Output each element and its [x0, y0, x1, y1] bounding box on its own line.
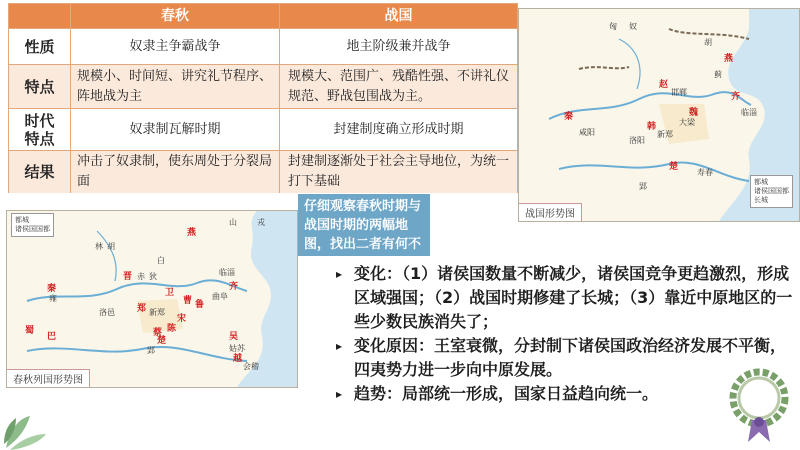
state-label: 楚	[669, 162, 679, 172]
state-label: 卫	[165, 288, 175, 298]
header-spring-autumn: 春秋	[71, 4, 280, 28]
map-label: 白	[157, 256, 165, 265]
map-label: 新郑	[657, 130, 673, 139]
warring-states-map	[518, 8, 800, 222]
map-label: 雍	[49, 294, 57, 303]
state-label: 曹	[183, 296, 193, 306]
question-box: 仔细观察春秋时期与战国时期的两幅地图，找出二者有何不同?	[298, 194, 430, 256]
state-label: 赵	[659, 80, 669, 90]
bullet-marker: ▸	[336, 339, 343, 353]
state-label: 蔡	[153, 328, 163, 338]
cell-warring: 地主阶级兼并战争	[346, 39, 451, 54]
state-label: 蜀	[25, 326, 35, 336]
map-label: 曲阜	[212, 292, 228, 301]
state-label: 燕	[187, 228, 197, 238]
map-label: 姑苏	[229, 344, 245, 353]
bullet-text: 变化原因：王室衰微，分封制下诸侯国政治经济发展不平衡，四夷势力进一步向中原发展。	[354, 336, 787, 379]
map-label: 奴	[629, 22, 637, 31]
map-label: 大梁	[679, 118, 695, 127]
map-label: 戎	[257, 218, 265, 227]
bullet-text: 变化：（1）诸侯国数量不断减少，诸侯国竞争更趋激烈，形成区域强国；（2）战国时期修建了长城；（3）靠近中原地区的一些少数民族消失了；	[354, 264, 793, 331]
spring-autumn-map	[6, 210, 298, 388]
state-label: 魏	[689, 108, 699, 118]
map-label: 山	[229, 218, 237, 227]
cell-warring: 规模大、范围广、残酷性强、不讲礼仪规范、野战包围战为主。	[288, 69, 510, 104]
state-label: 巴	[47, 332, 57, 342]
map-label: 匈	[609, 22, 617, 31]
map-label: 胡	[107, 242, 115, 251]
state-label: 齐	[731, 92, 741, 102]
state-label: 越	[233, 354, 243, 364]
header-warring-states: 战国	[384, 8, 413, 24]
state-label: 郑	[137, 304, 147, 314]
map-label: 洛邑	[99, 308, 115, 317]
bullet-item	[334, 262, 800, 334]
row-label: 性质	[9, 29, 71, 65]
legend-item: 都城	[754, 178, 768, 186]
state-label: 秦	[564, 112, 574, 122]
cell-spring: 冲击了奴隶制，使东周处于分裂局面	[71, 151, 280, 193]
cell-warring: 封建制逐渐处于社会主导地位，为统一打下基础	[288, 154, 510, 189]
wreath-decoration-icon	[722, 362, 796, 448]
cell-spring: 规模小、时间短、讲究礼节程序、阵地战为主	[71, 65, 280, 109]
cell-spring: 奴隶制瓦解时期	[71, 109, 280, 151]
state-label: 秦	[47, 284, 57, 294]
row-label: 特点	[9, 65, 71, 109]
map-label: 蓟	[714, 70, 722, 79]
state-label: 鲁	[195, 300, 205, 310]
map-label: 临淄	[219, 268, 235, 277]
map-label: 新郑	[149, 308, 165, 317]
map-legend	[750, 175, 793, 208]
row-label: 时代特点	[9, 109, 71, 151]
cell-warring: 封建制度确立形成时期	[333, 122, 464, 137]
map-label: 会稽	[243, 362, 259, 371]
map-label: 咸阳	[579, 128, 595, 137]
map-label: 胡	[704, 38, 712, 47]
leaf-decoration-icon	[0, 388, 50, 450]
state-label: 吴	[229, 332, 239, 342]
table-row	[9, 64, 517, 109]
map-label: 郢	[147, 346, 155, 355]
state-label: 晋	[123, 272, 133, 282]
row-label: 结果	[9, 151, 71, 193]
comparison-table	[8, 3, 518, 193]
table-row	[9, 28, 517, 65]
map-label: 狄	[149, 272, 157, 281]
header-corner	[9, 4, 71, 28]
map-label: 寿春	[697, 168, 713, 177]
state-label: 宋	[177, 314, 187, 324]
map-label: 郢	[639, 182, 647, 191]
bullet-text: 趋势：局部统一形成，国家日益趋向统一。	[354, 384, 659, 403]
table-row	[9, 150, 517, 193]
bullet-marker: ▸	[336, 387, 343, 401]
legend-item: 诸侯国国都	[15, 225, 50, 233]
map-label: 邯郸	[671, 88, 687, 97]
map-caption: 战国形势图	[519, 203, 582, 221]
map-label: 林	[95, 242, 103, 251]
map-legend	[11, 213, 54, 237]
map-caption: 春秋列国形势图	[7, 369, 90, 387]
table-header-row	[9, 4, 517, 28]
bullet-marker: ▸	[336, 267, 343, 281]
legend-item: 诸侯国国都	[754, 187, 789, 195]
map-label: 赤	[137, 272, 145, 281]
state-label: 韩	[647, 122, 657, 132]
map-label: 洛阳	[629, 136, 645, 145]
table-row	[9, 108, 517, 151]
legend-item: 都城	[15, 216, 29, 224]
state-label: 陈	[167, 324, 177, 334]
legend-item: 长城	[754, 196, 768, 204]
state-label: 齐	[229, 282, 239, 292]
state-label: 燕	[724, 54, 734, 64]
cell-spring: 奴隶主争霸战争	[71, 29, 280, 65]
state-label: 楚	[157, 336, 167, 346]
map-label: 临淄	[741, 108, 757, 117]
